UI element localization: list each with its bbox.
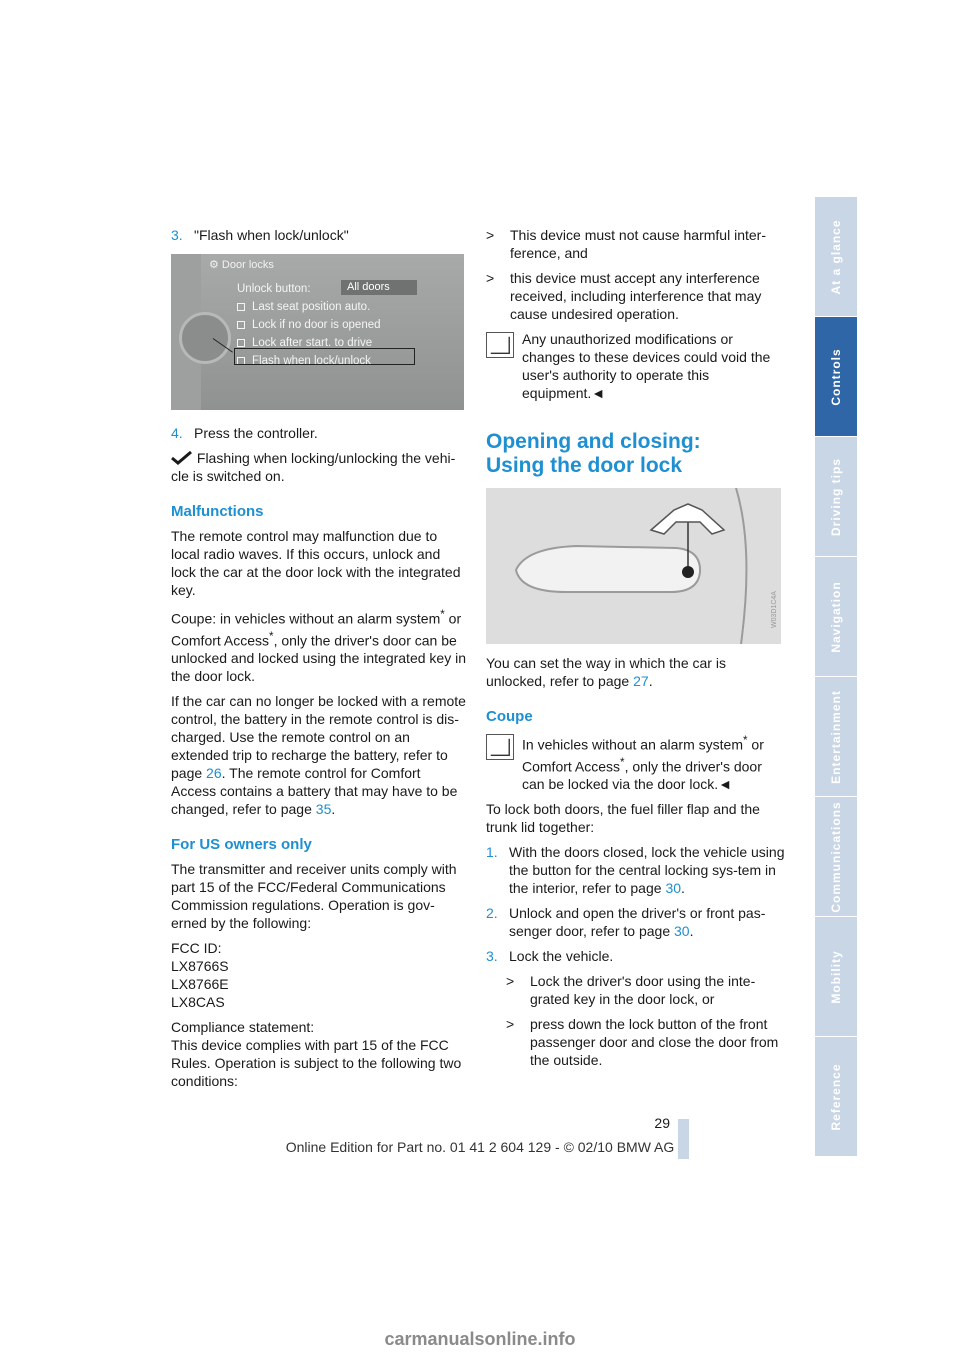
left-column bbox=[171, 226, 467, 1097]
coupe-step-3: 3. Lock the vehicle. bbox=[486, 948, 614, 965]
door-handle-illustration bbox=[486, 488, 781, 644]
malfunctions-heading: Malfunctions bbox=[171, 503, 264, 520]
coupe-note: In vehicles without an alarm system* or Comfort Access*, only the driver's door can be locked via the door lock.◄ bbox=[486, 732, 786, 793]
tab-reference[interactable]: Reference bbox=[815, 1037, 857, 1157]
checkbox-icon bbox=[237, 321, 245, 329]
unlock-button-value: All doors bbox=[341, 280, 417, 295]
door-handle-image bbox=[486, 488, 781, 644]
malfunctions-p3: If the car can no longer be locked with a remote control, the battery in the remote control is dis-charged. Use the remote control on an extended trip to recharge the battery, refer to page 26. The remote control for Comfort Access contains a battery that may have to be changed, refer to page 35. bbox=[171, 693, 466, 818]
screen-option: Lock if no door is opened bbox=[237, 316, 381, 334]
checkmark-icon bbox=[171, 451, 193, 465]
tab-entertainment[interactable]: Entertainment bbox=[815, 677, 857, 797]
fcc-ids: FCC ID: LX8766S LX8766E LX8CAS bbox=[171, 940, 229, 1011]
note-triangle-icon bbox=[486, 332, 514, 358]
controller-knob-icon bbox=[179, 312, 231, 364]
checkbox-icon bbox=[237, 303, 245, 311]
flash-note: Flashing when locking/unlocking the vehi-cle is switched on. bbox=[171, 450, 456, 484]
checkbox-icon bbox=[237, 339, 245, 347]
step-number: 3. bbox=[171, 227, 183, 243]
screen-option: Last seat position auto. bbox=[237, 298, 370, 316]
coupe-heading: Coupe bbox=[486, 708, 533, 725]
tab-navigation[interactable]: Navigation bbox=[815, 557, 857, 677]
tab-controls[interactable]: Controls bbox=[815, 317, 857, 437]
step-number: 4. bbox=[171, 425, 183, 441]
door-locks-screen-image bbox=[171, 254, 464, 410]
footer: Online Edition for Part no. 01 41 2 604 129 - © 02/10 BMW AG bbox=[285, 1139, 675, 1155]
screen-title: ⚙ Door locks bbox=[209, 259, 274, 271]
coupe-intro: To lock both doors, the fuel filler flap and the trunk lid together: bbox=[486, 801, 760, 836]
tab-communications[interactable]: Communications bbox=[815, 797, 857, 917]
chapter-tabs bbox=[815, 197, 857, 1157]
page-link[interactable]: 30 bbox=[674, 923, 690, 940]
condition-bullet: > This device must not cause harmful inter-ference, and bbox=[486, 227, 766, 261]
wrench-icon: ⚙ bbox=[209, 259, 222, 271]
condition-bullet: > this device must accept any interference received, including interference that may cause undesired operation. bbox=[486, 270, 762, 322]
screen-option: Lock after start. to drive bbox=[237, 334, 372, 352]
watermark: carmanualsonline.info bbox=[384, 1329, 576, 1349]
step-text: "Flash when lock/unlock" bbox=[194, 227, 349, 243]
coupe-step-2: 2. Unlock and open the driver's or front pas-senger door, refer to page 30. bbox=[486, 905, 766, 940]
us-owners-heading: For US owners only bbox=[171, 836, 312, 854]
page-link[interactable]: 35 bbox=[315, 801, 332, 818]
coupe-step-1: 1. With the doors closed, lock the vehicle using the button for the central locking sys-tem in the interior, refer to page 30. bbox=[486, 844, 785, 897]
unlock-button-label: Unlock button: bbox=[237, 283, 311, 295]
right-column bbox=[486, 226, 786, 1076]
note-triangle-icon bbox=[486, 734, 514, 760]
page-link[interactable]: 26 bbox=[206, 765, 222, 782]
step-text: Press the controller. bbox=[194, 425, 318, 441]
step-4 bbox=[171, 424, 467, 442]
malfunctions-p1: The remote control may malfunction due to local radio waves. If this occurs, unlock and lock the car at the door lock with the integrated key. bbox=[171, 528, 461, 598]
malfunctions-p2: Coupe: in vehicles without an alarm system* or Comfort Access*, only the driver's door can be unlocked and locked using the integrated key in the door lock. bbox=[171, 608, 466, 685]
compliance: Compliance statement: This device complies with part 15 of the FCC Rules. Operation is subject to the following two conditions: bbox=[171, 1019, 462, 1090]
section-heading: Opening and closing: Using the door lock bbox=[486, 430, 701, 477]
tab-driving-tips[interactable]: Driving tips bbox=[815, 437, 857, 557]
page-number: 29 bbox=[654, 1115, 670, 1131]
us-p1: The transmitter and receiver units comply with part 15 of the FCC/Federal Communications Commission regulations. Operation is gov-erned by the following: bbox=[171, 861, 457, 932]
warning-note: Any unauthorized modifications or changes to these devices could void the user's authority to operate this equipment.◄ bbox=[486, 330, 786, 402]
coupe-sub-bullet: > press down the lock button of the front passenger door and close the door from the outside. bbox=[506, 1016, 779, 1069]
page-link[interactable]: 27 bbox=[633, 673, 649, 689]
coupe-sub-bullet: > Lock the driver's door using the inte-grated key in the door lock, or bbox=[506, 973, 756, 1008]
selection-frame bbox=[234, 348, 415, 365]
page-link[interactable]: 30 bbox=[665, 880, 682, 897]
screen-option-selected: Flash when lock/unlock bbox=[237, 352, 371, 370]
image-code: W03D1C4A bbox=[771, 591, 778, 628]
set-unlock-paragraph: You can set the way in which the car is unlocked, refer to page 27. bbox=[486, 655, 726, 689]
tab-at-a-glance[interactable]: At a glance bbox=[815, 197, 857, 317]
tab-mobility[interactable]: Mobility bbox=[815, 917, 857, 1037]
step-3 bbox=[171, 226, 467, 244]
